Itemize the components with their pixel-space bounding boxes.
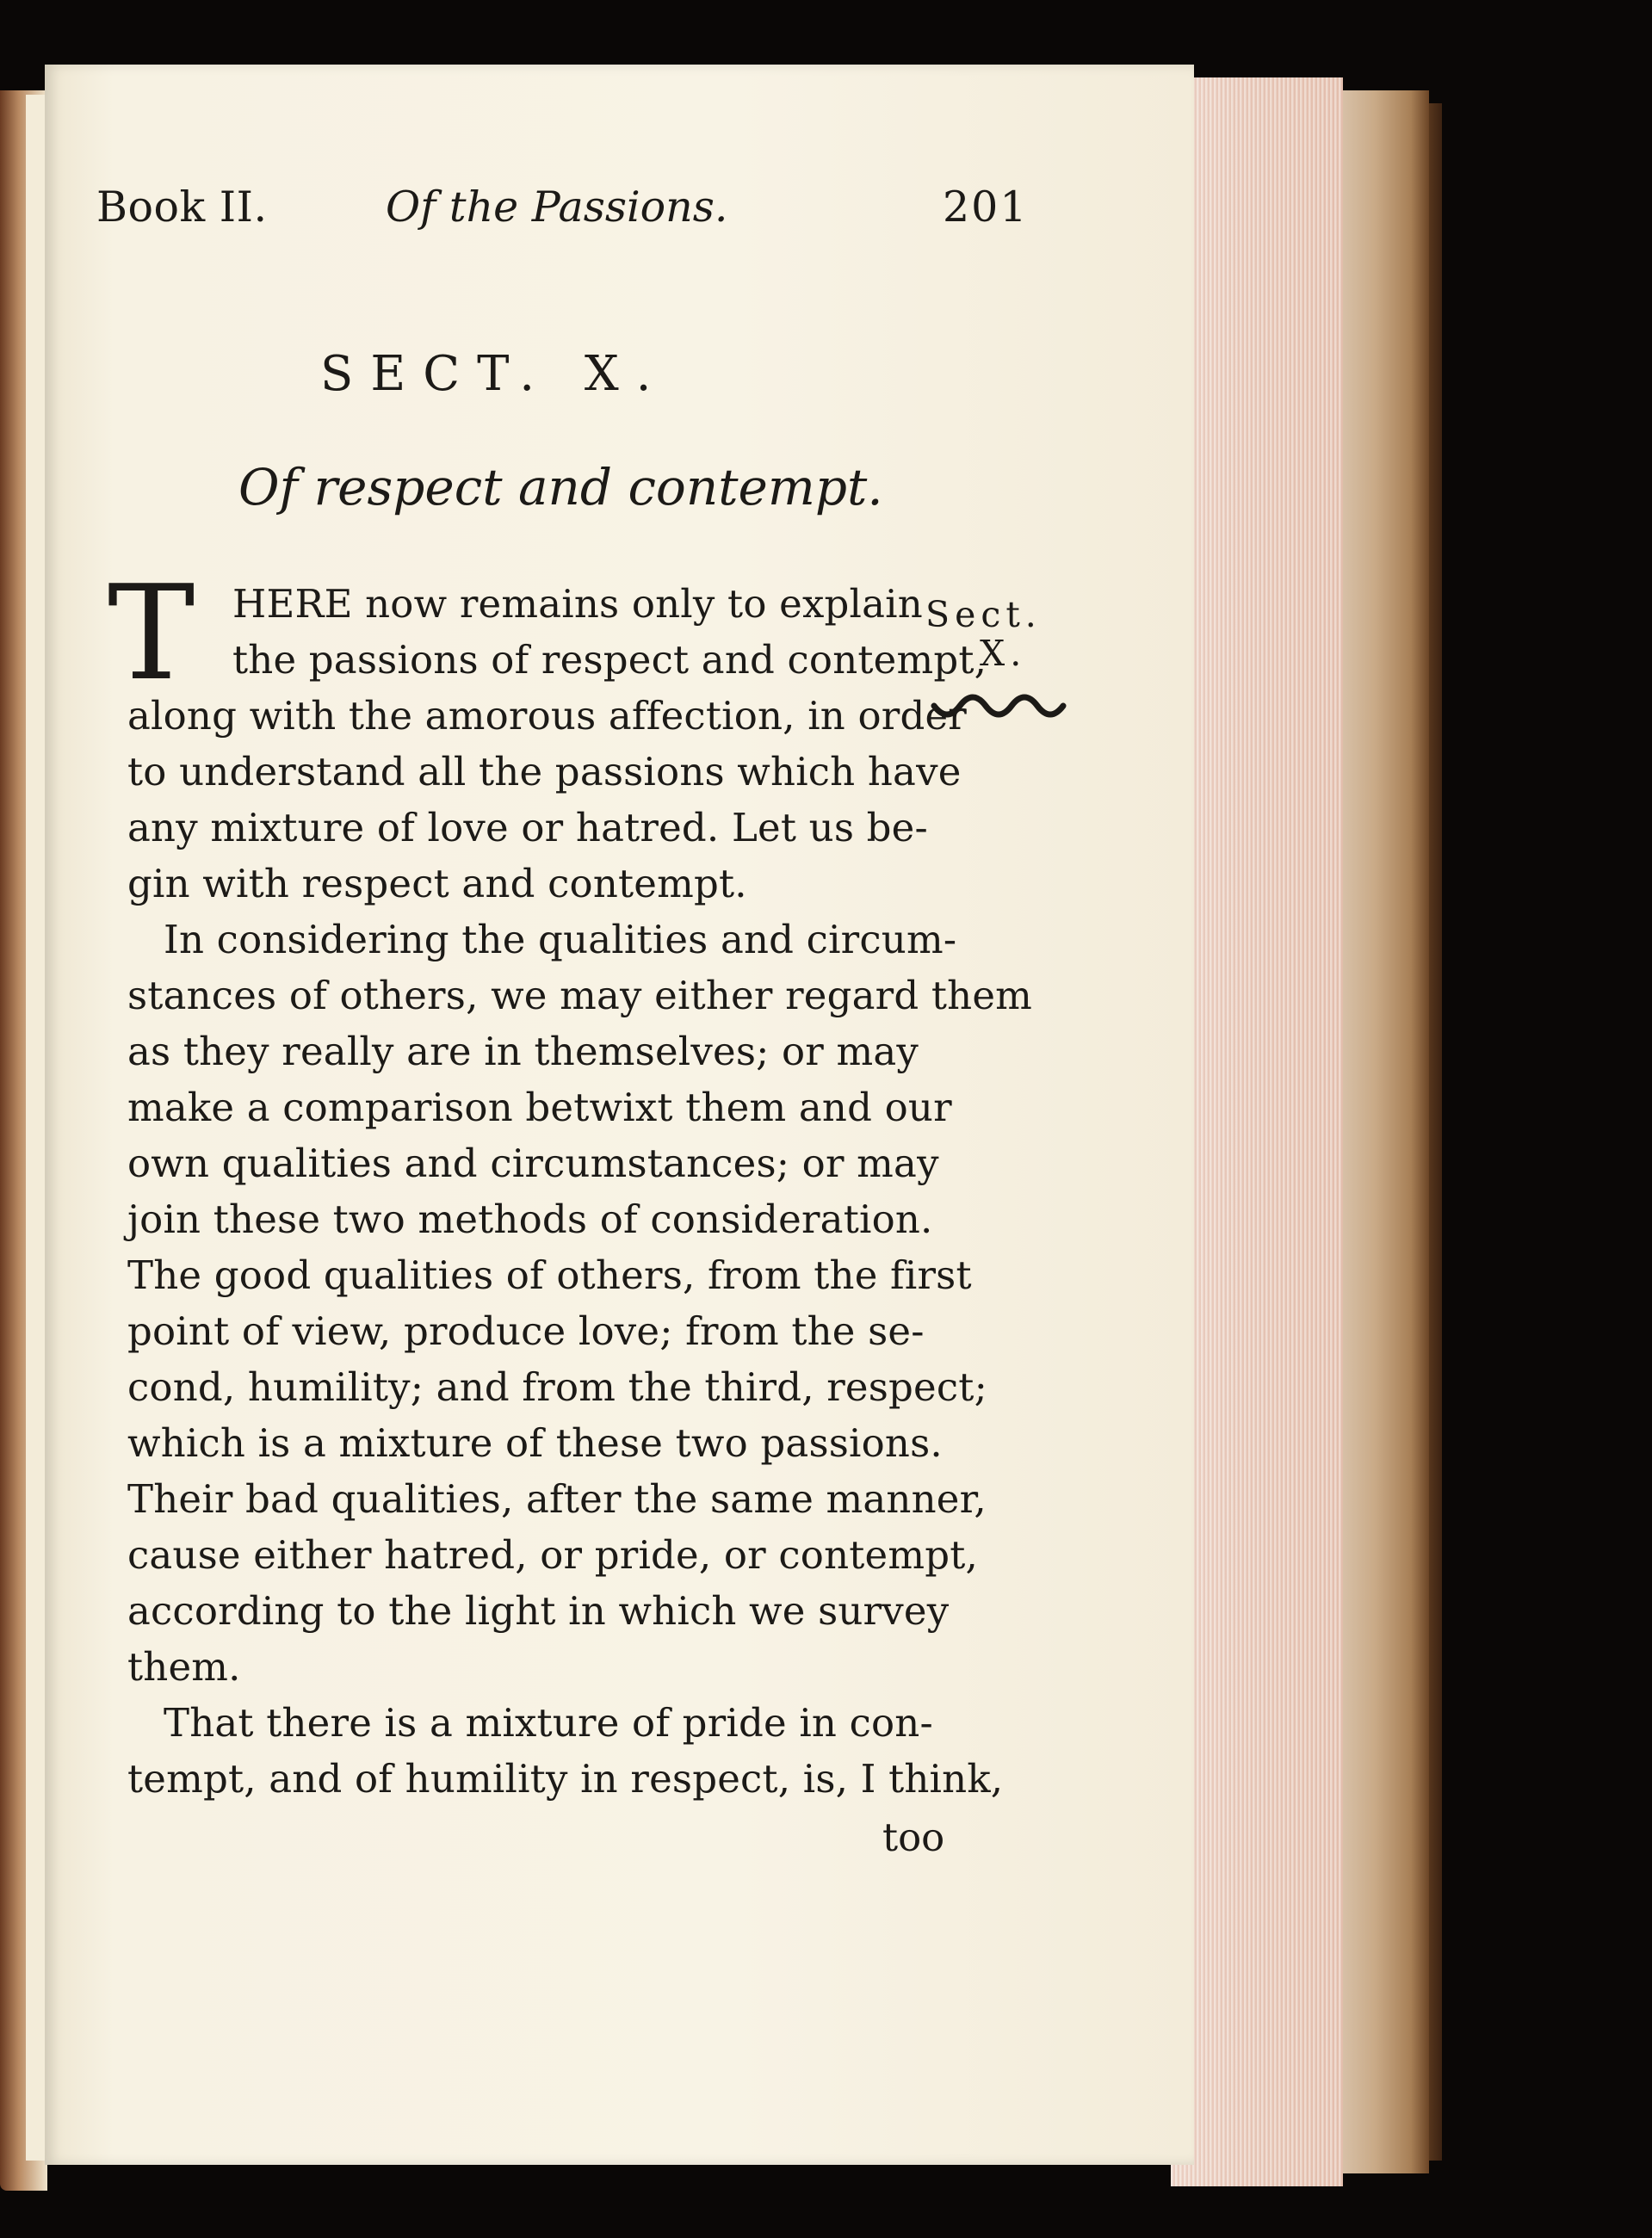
body-line: HERE now remains only to explain bbox=[232, 581, 923, 627]
body-line: to understand all the passions which have bbox=[127, 749, 962, 794]
page-fore-edge bbox=[1171, 77, 1343, 2186]
section-subtitle: Of respect and contempt. bbox=[238, 458, 883, 516]
body-line: as they really are in themselves; or may bbox=[127, 1029, 919, 1074]
running-head-book: Book II. bbox=[96, 182, 268, 232]
body-line: the passions of respect and contempt, bbox=[232, 637, 987, 683]
page-number: 201 bbox=[943, 182, 1029, 232]
body-line: own qualities and circumstances; or may bbox=[127, 1141, 939, 1186]
section-title: SECT. X. bbox=[320, 346, 669, 402]
body-line: stances of others, we may either regard them bbox=[127, 973, 1033, 1018]
binding-shade bbox=[1339, 90, 1429, 2173]
body-line: them. bbox=[127, 1644, 241, 1690]
body-line: In considering the qualities and circum- bbox=[164, 917, 957, 962]
left-page-inner bbox=[26, 95, 45, 2161]
body-line: point of view, produce love; from the se- bbox=[127, 1308, 925, 1354]
body-line: which is a mixture of these two passions. bbox=[127, 1420, 943, 1466]
body-line: That there is a mixture of pride in con- bbox=[164, 1700, 933, 1746]
body-line: along with the amorous affection, in order bbox=[127, 693, 968, 739]
drop-cap: T bbox=[108, 557, 195, 709]
body-line: tempt, and of humility in respect, is, I think, bbox=[127, 1756, 1004, 1802]
body-line: cond, humility; and from the third, respect; bbox=[127, 1364, 987, 1410]
body-line: any mixture of love or hatred. Let us be- bbox=[127, 805, 928, 850]
body-line: The good qualities of others, from the first bbox=[127, 1252, 972, 1298]
body-line: according to the light in which we survey bbox=[127, 1588, 950, 1634]
body-line: gin with respect and contempt. bbox=[127, 861, 747, 906]
body-line: join these two methods of consideration. bbox=[127, 1196, 933, 1242]
body-line: cause either hatred, or pride, or contempt, bbox=[127, 1532, 979, 1578]
running-head-title: Of the Passions. bbox=[386, 182, 728, 232]
body-line: Their bad qualities, after the same manner, bbox=[127, 1476, 987, 1522]
margin-sect-number: X. bbox=[980, 633, 1027, 674]
margin-sect-label: Sect. bbox=[925, 594, 1042, 635]
catchword: too bbox=[882, 1815, 945, 1860]
body-line: make a comparison betwixt them and our bbox=[127, 1085, 952, 1130]
